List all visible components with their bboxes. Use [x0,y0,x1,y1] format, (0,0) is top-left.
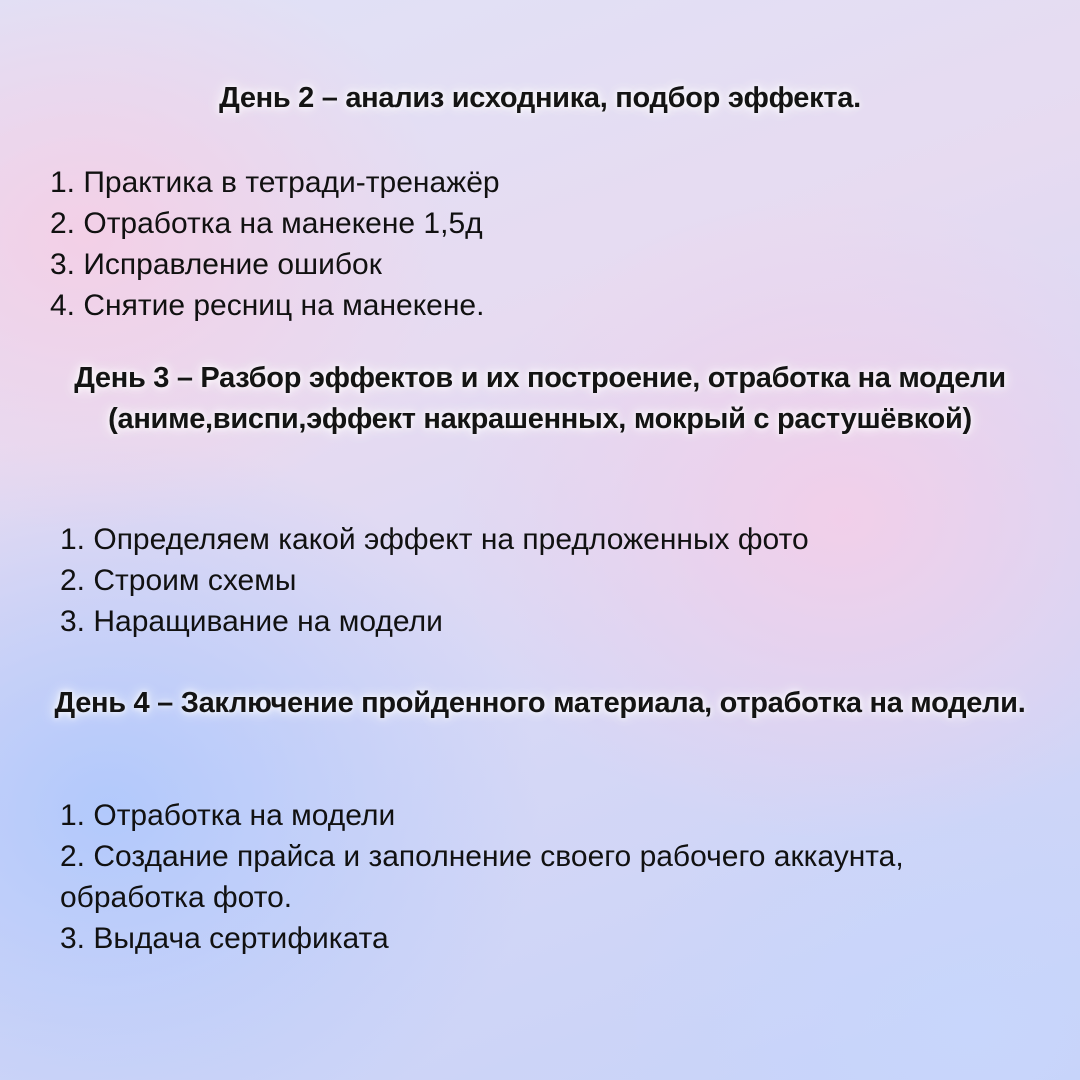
day4-task-list-container [60,795,1040,959]
list-item: 3. Наращивание на модели [60,605,443,638]
day3-task-list-container [60,519,1040,642]
list-item: 2. Строим схемы [60,564,297,597]
list-item: 1. Отработка на модели [60,799,396,832]
list-item: 4. Снятие ресниц на манекене. [50,289,485,322]
day3-heading: День 3 – Разбор эффектов и их построение, отработка на модели (аниме,виспи,эффект накрашенных, мокрый с растушёвкой) [74,362,1006,435]
list-item: 3. Исправление ошибок [50,248,382,281]
list-item: 1. Определяем какой эффект на предложенных фото [60,523,809,556]
day3-task-list [60,519,1040,642]
day2-section-header [0,78,1080,119]
day4-section-header [40,683,1040,724]
day4-task-list [60,795,1040,959]
list-item: 2. Создание прайса и заполнение своего рабочего аккаунта, обработка фото. [60,840,904,914]
list-item: 2. Отработка на манекене 1,5д [50,207,483,240]
day2-heading: День 2 – анализ исходника, подбор эффекта. [219,82,861,114]
day2-task-list [50,162,1050,326]
list-item: 3. Выдача сертификата [60,922,389,955]
day2-task-list-container [50,162,1050,326]
list-item: 1. Практика в тетради-тренажёр [50,166,500,199]
day4-heading: День 4 – Заключение пройденного материала, отработка на модели. [54,687,1026,719]
day3-section-header [40,358,1040,440]
